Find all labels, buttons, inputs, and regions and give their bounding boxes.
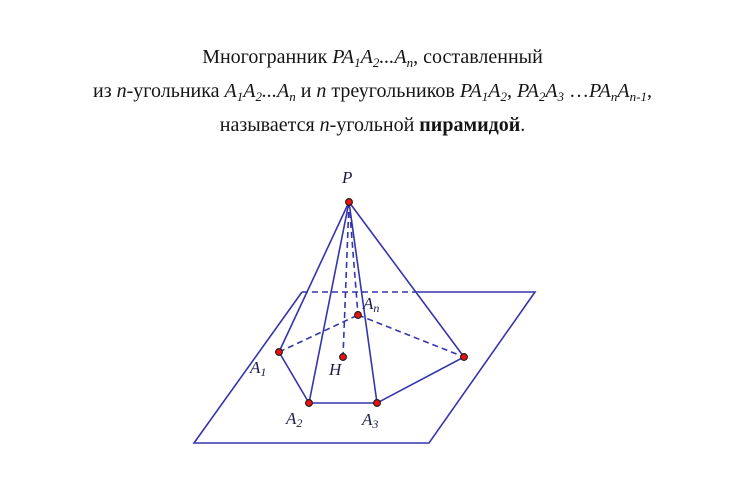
text-segment: PA: [516, 80, 539, 102]
text-segment: PA: [459, 80, 482, 102]
text-segment: и: [295, 80, 317, 102]
text-segment: 2: [500, 89, 507, 104]
text-segment: называется: [219, 114, 320, 136]
text-segment: …: [564, 80, 590, 102]
text-segment: ,: [506, 80, 517, 102]
vertex-dot-a4: [461, 354, 468, 361]
vertex-label-base: P: [342, 168, 353, 187]
text-segment: Многогранник: [202, 46, 333, 68]
text-segment: -угольника: [126, 80, 225, 102]
text-segment: треугольников: [326, 80, 460, 102]
vertex-label-base: A: [363, 294, 374, 313]
text-segment: ...: [379, 46, 395, 68]
vertex-label-base: H: [329, 360, 342, 379]
text-segment: 2: [255, 89, 262, 104]
vertex-label-sub: n: [373, 301, 380, 315]
vertex-label-a3: [362, 411, 378, 433]
vertex-dot-a1: [276, 349, 283, 356]
text-segment: A: [488, 80, 501, 102]
vertex-label-sub: 3: [372, 417, 379, 431]
text-segment: n: [406, 55, 414, 70]
vertex-label-p: [342, 169, 352, 191]
vertex-dot-p: [346, 199, 353, 206]
text-segment: A: [243, 80, 256, 102]
vertex-label-base: A: [250, 358, 261, 377]
text-segment: ...: [261, 80, 277, 102]
text-segment: A: [360, 46, 373, 68]
text-segment: 1: [236, 89, 244, 104]
text-segment: PA: [589, 80, 611, 102]
vertex-label-base: A: [362, 410, 373, 429]
text-segment: пирамидой: [419, 114, 521, 136]
text-segment: n: [116, 80, 127, 102]
text-segment: n: [316, 80, 327, 102]
text-segment: n: [319, 114, 330, 136]
text-segment: n-1: [629, 89, 647, 104]
text-segment: A: [224, 80, 237, 102]
text-segment: .: [520, 114, 526, 136]
text-segment: , составленный: [413, 46, 543, 68]
text-segment: A: [276, 80, 290, 102]
text-segment: из: [93, 80, 117, 102]
text-segment: 3: [557, 89, 565, 104]
text-segment: n: [289, 89, 296, 104]
text-segment: 2: [372, 55, 380, 70]
text-segment: PA: [332, 46, 355, 68]
vertex-label-base: A: [286, 409, 297, 428]
text-segment: ,: [646, 80, 652, 102]
vertex-label-a2: [286, 410, 302, 432]
vertex-dot-an: [355, 312, 362, 319]
text-segment: 2: [538, 89, 546, 104]
text-segment: A: [394, 46, 407, 68]
vertex-label-an: [363, 295, 379, 317]
text-segment: n: [610, 89, 618, 104]
text-segment: -угольной: [329, 114, 420, 136]
text-segment: 1: [481, 89, 489, 104]
vertex-label-sub: 1: [260, 365, 267, 379]
text-segment: 1: [354, 55, 361, 70]
text-segment: A: [617, 80, 630, 102]
vertex-label-a1: [250, 359, 266, 381]
edge-a1-an-hidden: [279, 315, 358, 352]
vertex-label-h: [329, 361, 341, 383]
vertex-dot-a3: [374, 400, 381, 407]
vertex-dot-a2: [306, 400, 313, 407]
text-segment: A: [545, 80, 558, 102]
pyramid-dashed-edges: [279, 202, 464, 357]
vertex-label-sub: 2: [296, 416, 303, 430]
